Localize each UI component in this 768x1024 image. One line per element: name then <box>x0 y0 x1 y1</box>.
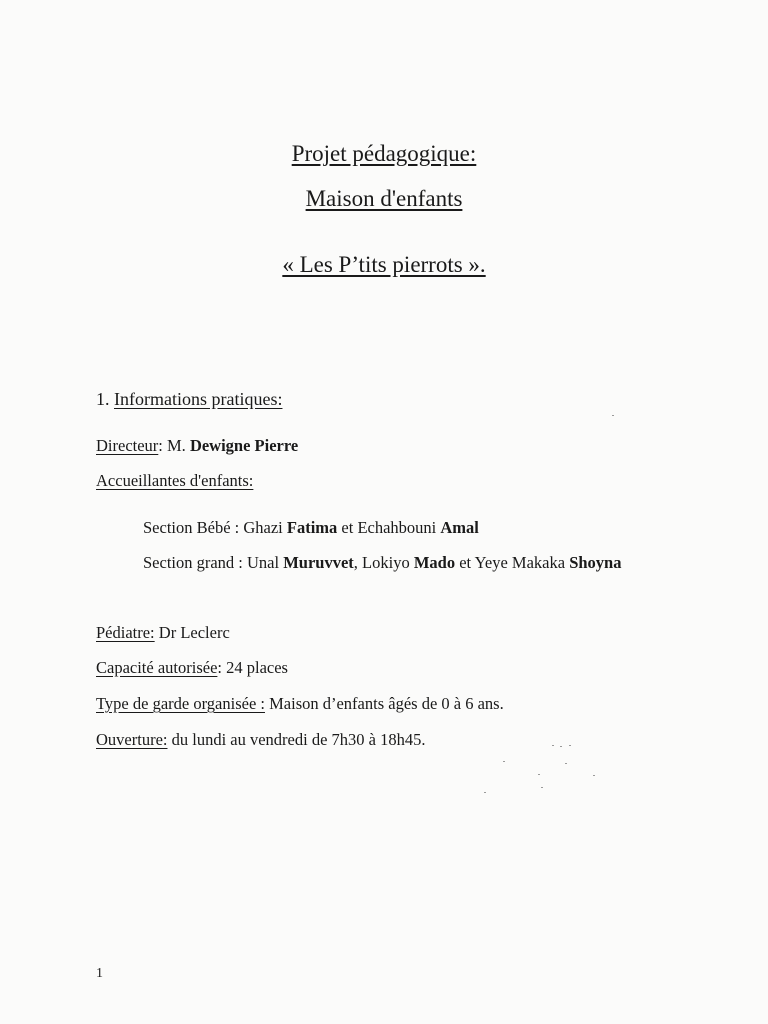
scan-speck <box>541 787 543 788</box>
scan-speck <box>552 745 554 746</box>
capacite-label: Capacité autorisée <box>96 658 218 677</box>
title-line-3 <box>0 252 768 278</box>
section-number: 1. <box>96 389 110 409</box>
ouverture-line <box>96 730 425 750</box>
page-number: 1 <box>96 966 103 981</box>
scan-speck <box>503 761 505 762</box>
title-line-2 <box>0 186 768 212</box>
capacite-value: : 24 places <box>217 658 288 677</box>
type-garde-label: Type de garde organisée : <box>96 694 265 713</box>
section-grand-label: Section grand : Unal <box>143 553 284 572</box>
title-line-1 <box>0 141 768 167</box>
directeur-name: Dewigne Pierre <box>189 436 299 455</box>
section-grand-name-2: Mado <box>413 553 456 572</box>
scan-speck <box>560 746 562 747</box>
directeur-label: Directeur <box>96 436 159 455</box>
section-bebe-label: Section Bébé : Ghazi <box>143 518 287 537</box>
ouverture-value: du lundi au vendredi de 7h30 à 18h45. <box>167 730 426 749</box>
type-garde-line <box>96 694 504 714</box>
pediatre-line <box>96 623 230 643</box>
accueillantes-label: Accueillantes d'enfants: <box>96 471 254 490</box>
directeur-colon: : <box>158 436 163 455</box>
scan-speck <box>612 415 614 416</box>
section-heading <box>96 389 282 410</box>
scan-speck <box>538 774 540 775</box>
scan-speck <box>593 775 595 776</box>
scan-speck <box>484 792 486 793</box>
directeur-prefix: M. <box>162 436 190 455</box>
title-les-ptits-pierrots: « Les P’tits pierrots ». <box>282 252 486 277</box>
type-garde-value: Maison d’enfants âgés de 0 à 6 ans. <box>264 694 504 713</box>
section-grand-joiner-2: et Yeye Makaka <box>455 553 570 572</box>
section-bebe-line <box>143 518 479 538</box>
section-grand-joiner-1: , Lokiyo <box>353 553 414 572</box>
ouverture-label: Ouverture: <box>96 730 168 749</box>
pediatre-value: Dr Leclerc <box>154 623 230 642</box>
capacite-line <box>96 658 288 678</box>
section-bebe-joiner: et Echahbouni <box>337 518 441 537</box>
section-heading-text: Informations pratiques: <box>114 389 283 409</box>
title-projet-pedagogique: Projet pédagogique: <box>291 141 477 166</box>
section-bebe-name-2: Amal <box>440 518 479 537</box>
pediatre-label: Pédiatre: <box>96 623 155 642</box>
directeur-line <box>96 436 298 456</box>
section-bebe-name-1: Fatima <box>286 518 338 537</box>
accueillantes-line <box>96 471 253 491</box>
section-grand-name-3: Shoyna <box>569 553 622 572</box>
section-grand-name-1: Muruvvet <box>283 553 354 572</box>
scan-speck <box>569 745 571 746</box>
scan-speck <box>565 763 567 764</box>
section-grand-line <box>143 553 621 573</box>
title-maison-enfants: Maison d'enfants <box>305 186 463 211</box>
